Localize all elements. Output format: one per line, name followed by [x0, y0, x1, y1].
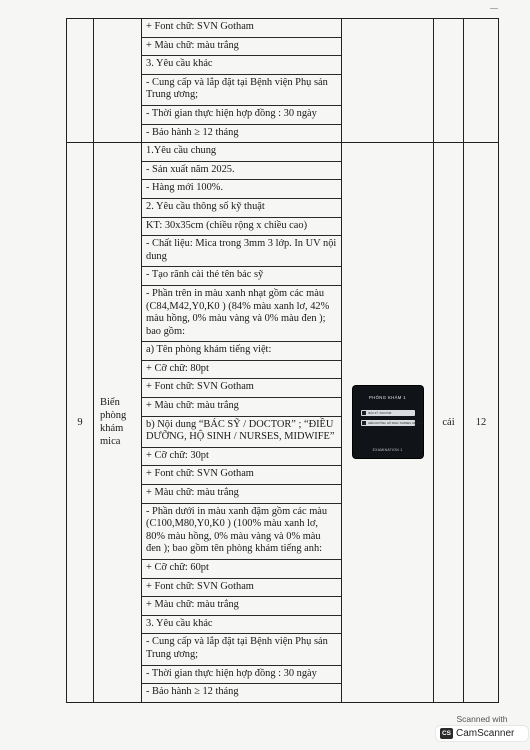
spec-line: 1.Yêu cầu chung	[142, 143, 341, 162]
description-lines	[142, 143, 341, 702]
spec-line: - Cung cấp và lắp đặt tại Bệnh viện Phụ sản Trung ương;	[142, 634, 341, 665]
cell-image	[342, 143, 434, 703]
spec-line: 3. Yêu cầu khác	[142, 616, 341, 635]
spec-table	[66, 18, 499, 703]
sign-bar-nurse-text: ĐIỀU DƯỠNG, HỘ SINH / NURSES, MIDWIFE	[368, 421, 424, 425]
item-qty: 12	[464, 143, 499, 703]
spec-line: b) Nội dung “BÁC SỸ / DOCTOR” ; “ĐIỀU DƯỠNG, HỘ SINH / NURSES, MIDWIFE”	[142, 417, 341, 448]
sign-footer: EXAMINATION 1	[372, 448, 403, 453]
spec-line: a) Tên phòng khám tiếng việt:	[142, 342, 341, 361]
watermark-caption: Scanned with	[456, 714, 508, 724]
cell-description	[142, 19, 342, 143]
scan-mark	[490, 8, 498, 12]
spec-line: - Phần dưới in màu xanh đậm gồm các màu (C100,M80,Y0,K0 ) (100% màu xanh lơ, 80% màu hồng, 0% màu vàng và 0% màu đen ); bao gồm tên phòng khám tiếng anh:	[142, 504, 341, 560]
camscanner-watermark	[436, 714, 528, 748]
sign-image	[353, 386, 423, 458]
item-unit: cái	[434, 143, 464, 703]
row-number: 9	[67, 143, 94, 703]
cell-description	[142, 143, 342, 703]
spec-line: + Cỡ chữ: 60pt	[142, 560, 341, 579]
cell-qty	[464, 19, 499, 143]
spec-line: 3. Yêu cầu khác	[142, 56, 341, 75]
spec-line: - Cung cấp và lắp đặt tại Bệnh viện Phụ sản Trung ương;	[142, 75, 341, 106]
camscanner-logo-icon: CS	[441, 730, 452, 737]
sign-bar-doctor-text: BÁC SỸ / DOCTOR	[368, 411, 392, 415]
card-slot	[362, 421, 366, 425]
spec-line: + Font chữ: SVN Gotham	[142, 379, 341, 398]
spec-line: + Màu chữ: màu trắng	[142, 597, 341, 616]
spec-line: + Màu chữ: màu trắng	[142, 38, 341, 57]
sign-bar-doctor	[361, 410, 415, 416]
cell-no	[67, 19, 94, 143]
spec-line: - Phần trên in màu xanh nhạt gồm các màu (C84,M42,Y0,K0 ) (84% màu xanh lơ, 42% màu hồng, 0% màu vàng và 0% màu đen ); bao gồm:	[142, 286, 341, 342]
sign-image-wrap	[342, 386, 433, 458]
spec-line: - Bảo hành ≥ 12 tháng	[146, 126, 239, 138]
spec-line: 2. Yêu cầu thông số kỹ thuật	[142, 199, 341, 218]
spec-line: - Thời gian thực hiện hợp đồng : 30 ngày	[142, 666, 341, 685]
spec-line: + Cỡ chữ: 30pt	[142, 448, 341, 467]
spec-line: + Font chữ: SVN Gotham	[142, 466, 341, 485]
spec-line: + Màu chữ: màu trắng	[142, 485, 341, 504]
card-slot	[362, 411, 366, 415]
sign-title: PHÒNG KHÁM 1	[369, 395, 406, 401]
spec-line: - Chất liệu: Mica trong 3mm 3 lớp. In UV nội dung	[142, 236, 341, 267]
cell-name	[94, 19, 142, 143]
table-row-9	[67, 143, 499, 703]
spec-line: - Thời gian thực hiện hợp đồng : 30 ngày	[142, 106, 341, 125]
table-row-continued	[67, 19, 499, 143]
description-lines	[142, 19, 341, 142]
spec-line: - Tạo rãnh cài thẻ tên bác sỹ	[142, 267, 341, 286]
cell-unit	[434, 19, 464, 143]
spec-line: - Sản xuất năm 2025.	[142, 162, 341, 181]
watermark-pill	[436, 726, 528, 741]
item-name: Biển phòng khám mica	[94, 143, 142, 703]
cell-image	[342, 19, 434, 143]
spec-line: - Hàng mới 100%.	[142, 180, 341, 199]
spec-line: + Màu chữ: màu trắng	[142, 398, 341, 417]
spec-line: + Font chữ: SVN Gotham	[142, 579, 341, 598]
spec-line: - Bảo hành ≥ 12 tháng	[146, 686, 239, 698]
watermark-name: CamScanner	[456, 728, 515, 739]
sign-bar-nurse	[361, 420, 424, 426]
spec-line: KT: 30x35cm (chiều rộng x chiều cao)	[142, 218, 341, 237]
spec-line: + Cỡ chữ: 80pt	[142, 361, 341, 380]
spec-line: + Font chữ: SVN Gotham	[142, 19, 341, 38]
